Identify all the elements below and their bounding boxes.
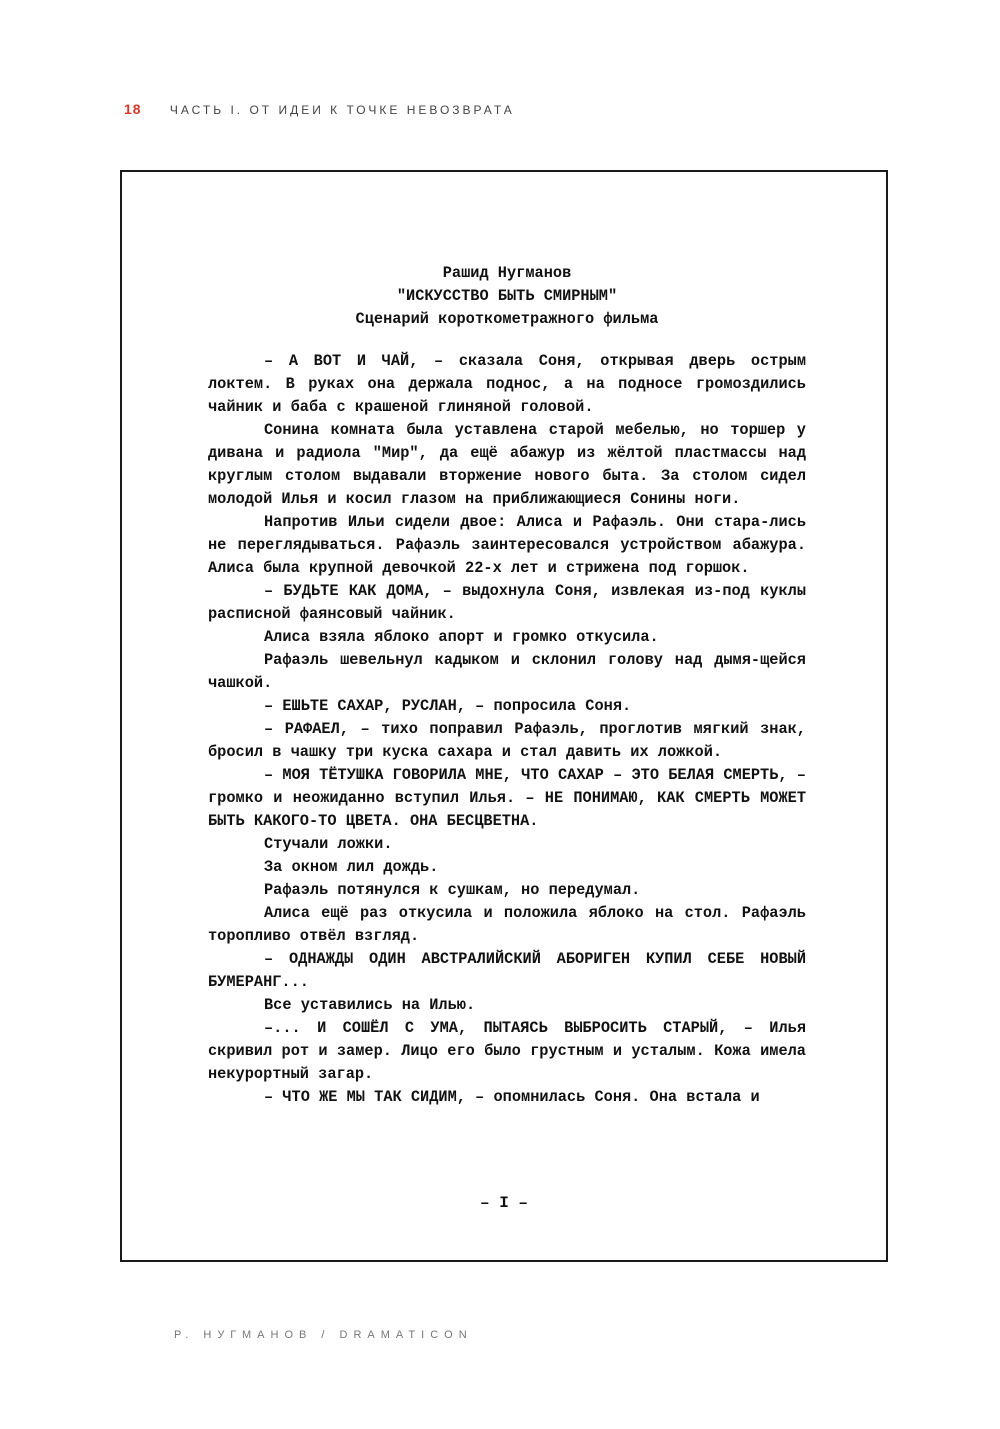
script-paragraph: Стучали ложки. <box>264 835 393 853</box>
footer-credit: Р. НУГМАНОВ / DRAMATICON <box>174 1329 473 1341</box>
script-paragraph: Рафаэль потянулся к сушкам, но передумал. <box>264 881 641 899</box>
script-paragraph: – А ВОТ И ЧАЙ, – сказала Соня, открывая дверь острым локтем. В руках она держала поднос, а на подносе громоздились чайник и баба с крашеной глиняной головой. <box>208 352 806 416</box>
script-paragraph: Все уставились на Илью. <box>264 996 476 1014</box>
script-paragraph: Алиса взяла яблоко апорт и громко откусила. <box>264 628 659 646</box>
script-paragraph: Напротив Ильи сидели двое: Алиса и Рафаэль. Они стара-лись не переглядываться. Рафаэль заинтересовался устройством абажура. Алиса была крупной девочкой 22-х лет и стрижена под горшок. <box>208 513 806 577</box>
script-body <box>208 350 806 1109</box>
script-paragraph: – ОДНАЖДЫ ОДИН АВСТРАЛИЙСКИЙ АБОРИГЕН КУПИЛ СЕБЕ НОВЫЙ БУМЕРАНГ... <box>208 950 806 991</box>
section-title: ЧАСТЬ I. ОТ ИДЕИ К ТОЧКЕ НЕВОЗВРАТА <box>169 103 515 117</box>
script-paragraph: – МОЯ ТЁТУШКА ГОВОРИЛА МНЕ, ЧТО САХАР – ЭТО БЕЛАЯ СМЕРТЬ, – громко и неожиданно вступил Илья. – НЕ ПОНИМАЮ, КАК СМЕРТЬ МОЖЕТ БЫТЬ КАКОГО-ТО ЦВЕТА. ОНА БЕСЦВЕТНА. <box>208 766 806 830</box>
script-paragraph: Рафаэль шевельнул кадыком и склонил голову над дымя-щейся чашкой. <box>208 651 806 692</box>
script-paragraph: – РАФАЕЛ, – тихо поправил Рафаэль, проглотив мягкий знак, бросил в чашку три куска сахара и стал давить их ложкой. <box>208 720 806 761</box>
script-paragraph: – ЧТО ЖЕ МЫ ТАК СИДИМ, – опомнилась Соня. Она встала и <box>264 1088 760 1106</box>
script-title: "ИСКУССТВО БЫТЬ СМИРНЫМ" <box>396 287 618 305</box>
script-paragraph: Алиса ещё раз откусила и положила яблоко на стол. Рафаэль торопливо отвёл взгляд. <box>208 904 806 945</box>
script-facsimile-frame <box>120 170 888 1262</box>
running-head <box>124 101 515 117</box>
script-paragraph: –... И СОШЁЛ С УМА, ПЫТАЯСЬ ВЫБРОСИТЬ СТАРЫЙ, – Илья скривил рот и замер. Лицо его было грустным и усталым. Кожа имела некурортный загар. <box>208 1019 806 1083</box>
script-folio: – I – <box>479 1194 528 1212</box>
script-paragraph: Сонина комната была уставлена старой мебелью, но торшер у дивана и радиола "Мир", да ещё абажур из жёлтой пластмассы над круглым столом выдавали вторжение нового быта. За столом сидел молодой Илья и косил глазом на приближающиеся Сонины ноги. <box>208 421 806 508</box>
script-paragraph: За окном лил дождь. <box>264 858 439 876</box>
script-page <box>208 262 806 1109</box>
page-number: 18 <box>124 101 142 117</box>
script-subtitle: Сценарий короткометражного фильма <box>355 310 659 328</box>
script-paragraph: – БУДЬТЕ КАК ДОМА, – выдохнула Соня, извлекая из-под куклы расписной фаянсовый чайник. <box>208 582 806 623</box>
script-heading <box>208 262 806 331</box>
script-paragraph: – ЕШЬТЕ САХАР, РУСЛАН, – попросила Соня. <box>264 697 632 715</box>
script-author: Рашид Нугманов <box>442 264 572 282</box>
